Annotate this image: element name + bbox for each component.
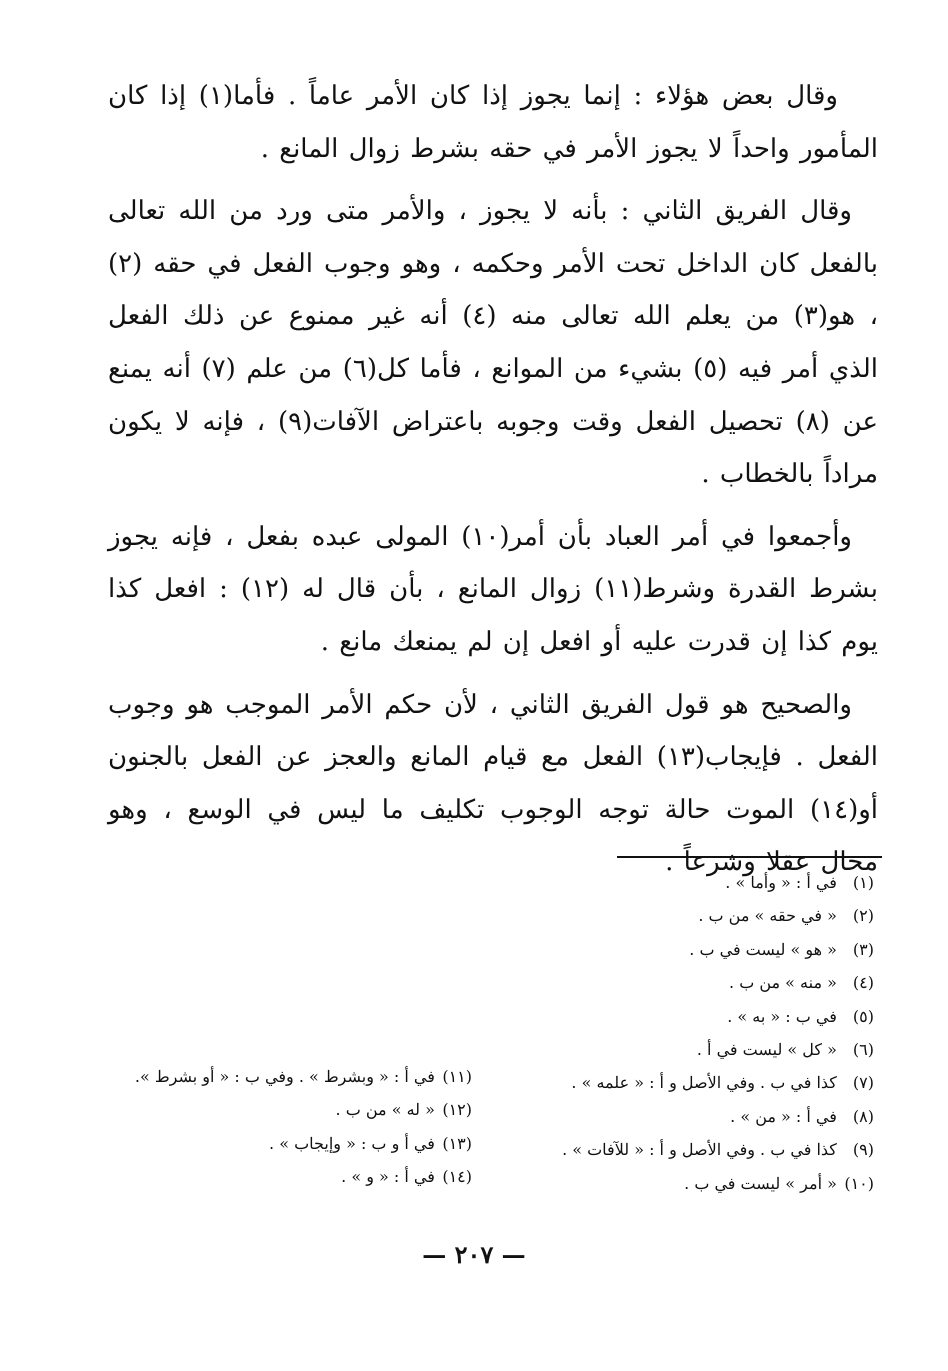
footnote-8: [529, 1100, 874, 1133]
footnote-10: [529, 1167, 874, 1200]
footnote-11: [72, 1060, 472, 1093]
footnote-number: (١٣): [442, 1133, 472, 1153]
footnote-4: [529, 966, 874, 999]
footnotes-right-column: [529, 866, 874, 1200]
main-text: [108, 70, 878, 899]
footnote-number: (٨): [852, 1106, 874, 1126]
footnote-text: « كل » ليست في أ .: [696, 1040, 837, 1060]
footnote-text: في أ : « و » .: [341, 1167, 435, 1187]
footnote-13: [72, 1127, 472, 1160]
footnote-separator: [617, 856, 882, 858]
footnote-5: [529, 1000, 874, 1033]
footnote-1: [529, 866, 874, 899]
page-number: — ٢٠٧ —: [422, 1240, 526, 1269]
footnote-9: [529, 1133, 874, 1166]
footnote-number: (١٤): [442, 1167, 472, 1187]
footnote-number: (٩): [852, 1140, 874, 1160]
footnote-number: (٣): [852, 939, 874, 959]
footnote-6: [529, 1033, 874, 1066]
footnote-number: (٦): [852, 1040, 874, 1060]
paragraph-2: وقال الفريق الثاني : بأنه لا يجوز ، والأمر متى ورد من الله تعالى بالفعل كان الداخل تحت الأمر وحكمه ، وهو وجوب الفعل في حقه (٢) ، هو(٣) من يعلم الله تعالى منه (٤) أنه غير ممنوع عن ذلك الفعل الذي أمر فيه (٥) بشيء من الموانع ، فأما كل(٦) من علم (٧) أنه يمنع عن (٨) تحصيل الفعل وقت وجوبه باعتراض الآفات(٩) ، فإنه لا يكون مراداً بالخطاب .: [108, 196, 879, 490]
footnote-text: « له » من ب .: [335, 1100, 435, 1120]
footnote-text: في أ و ب : « وإيجاب » .: [269, 1133, 435, 1153]
footnote-7: [529, 1066, 874, 1099]
footnote-number: (١٢): [442, 1100, 472, 1120]
footnote-14: [72, 1160, 472, 1193]
footnote-text: « أمر » ليست في ب .: [684, 1173, 837, 1193]
footnote-text: « في حقه » من ب .: [698, 906, 837, 926]
footnote-text: « منه » من ب .: [729, 973, 837, 993]
paragraph-1: وقال بعض هؤلاء : إنما يجوز إذا كان الأمر عاماً . فأما(١) إذا كان المأمور واحداً لا يجوز الأمر في حقه بشرط زوال المانع .: [108, 81, 878, 164]
footnote-12: [72, 1093, 472, 1126]
footnote-text: في أ : « وبشرط » . وفي ب : « أو بشرط ».: [134, 1067, 435, 1086]
footnote-number: (١٠): [844, 1173, 874, 1193]
footnotes-left-column: [72, 1060, 472, 1194]
footnote-text: كذا في ب . وفي الأصل و أ : « علمه » .: [571, 1073, 837, 1093]
footnote-number: (٢): [852, 906, 874, 926]
footnote-text: كذا في ب . وفي الأصل و أ : « للآفات » .: [562, 1140, 837, 1160]
footnote-number: (١): [852, 873, 874, 892]
footnote-3: [529, 933, 874, 966]
footnote-number: (٧): [852, 1073, 874, 1093]
footnote-number: (٤): [852, 973, 874, 993]
paragraph-4: والصحيح هو قول الفريق الثاني ، لأن حكم الأمر الموجب هو وجوب الفعل . فإيجاب(١٣) الفعل مع قيام المانع والعجز عن الفعل بالجنون أو(١٤) الموت حالة توجه الوجوب تكليف ما ليس في الوسع ، وهو محال عقلا وشرعاً .: [108, 689, 878, 878]
footnote-number: (٥): [852, 1006, 874, 1026]
footnote-2: [529, 899, 874, 932]
paragraph-3: وأجمعوا في أمر العباد بأن أمر(١٠) المولى عبده بفعل ، فإنه يجوز بشرط القدرة وشرط(١١) زوال المانع ، بأن قال له (١٢) : افعل كذا يوم كذا إن قدرت عليه أو افعل إن لم يمنعك مانع .: [108, 521, 878, 657]
footnote-text: في ب : « به » .: [727, 1006, 837, 1026]
footnote-text: في أ : « من » .: [730, 1106, 837, 1126]
footnote-text: في أ : « وأما » .: [725, 873, 837, 892]
footnote-number: (١١): [442, 1067, 472, 1086]
footnote-text: « هو » ليست في ب .: [689, 939, 837, 959]
